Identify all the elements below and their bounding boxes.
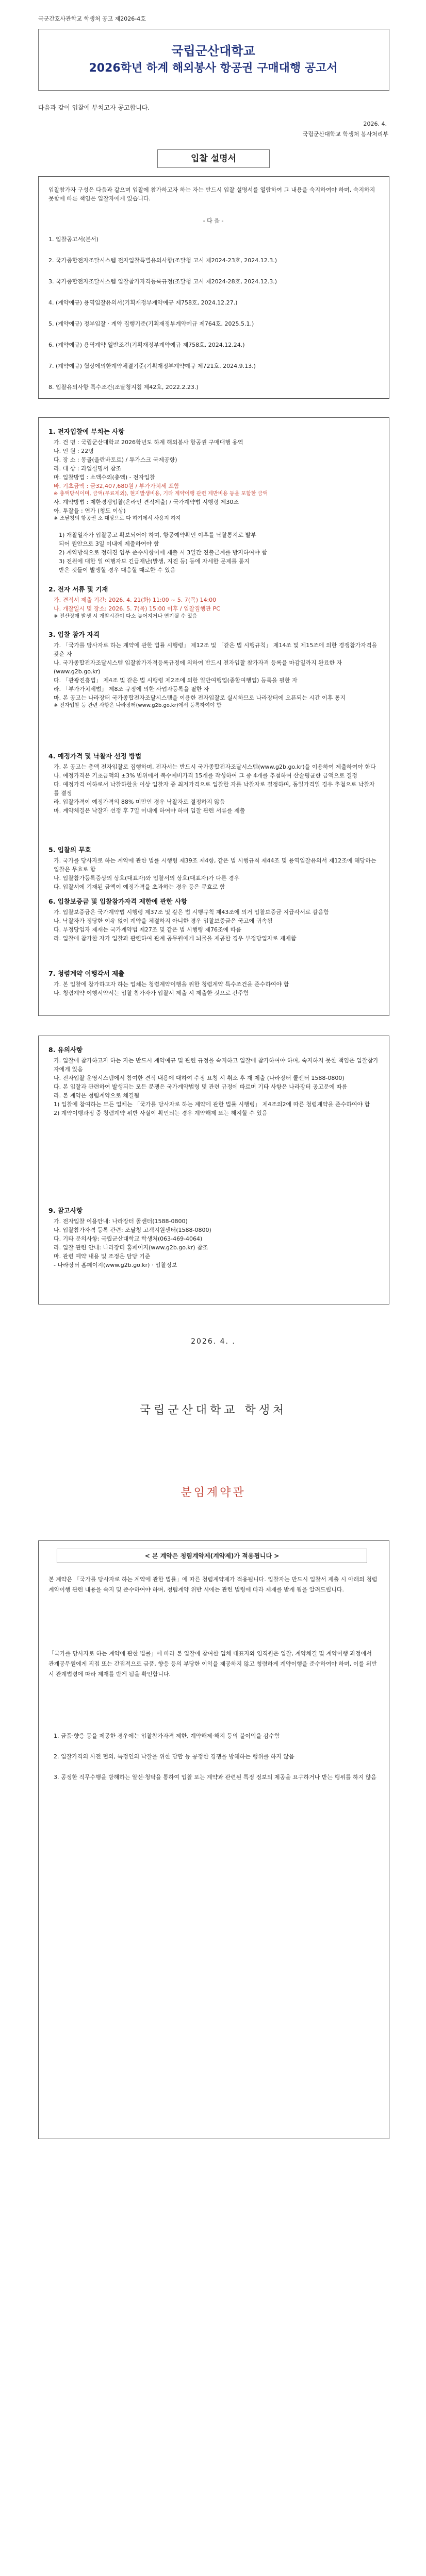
list-item: 3) 전원에 대한 일 여행자보 긴급재난(발생, 지진 등) 등에 자세한 문제를 통지 [59,558,250,565]
list-item: 2) 계약이행과정 중 청렴계약 위반 사실이 확인되는 경우 계약해제 또는 해지할 수 있음 [54,1110,268,1116]
explain-text: 입찰참가자 구성은 다음과 같으며 입찰에 참가하고자 하는 자는 반드시 입찰 설명서를 열람하여 그 내용을 숙지하여야 하며, 숙지하지 못함에 따른 책임은 입찰자에게 있습니다. [48,187,375,202]
contract-box-title: < 본 계약은 청렴계약제(계약제)가 적용됩니다 > [144,1552,280,1560]
section-6-list [54,908,379,943]
section-6-title: 6. 입찰보증금 및 입찰참가자격 제한에 관한 사항 [48,897,187,905]
intro-signer: 국립군산대학교 학생처 봉사처리부 [302,131,388,138]
list-item: 나. 낙찰자가 정당한 이유 없이 계약을 체결하지 아니한 경우 입찰보증금은 국고에 귀속됨 [54,918,273,924]
contract-para-2: 「국가를 당사자로 하는 계약에 관한 법률」에 따라 본 입찰에 참여한 업체 대표자와 임직원은 입찰, 계약체결 및 계약이행 과정에서 관계공무원에게 직접 또는 간접적으로 금품, 향응 등의 부당한 이익을 제공하지 않고 청렴하게 계약이행을 준수하여야 하며, 이를 위반 시 관계법령에 따라 제재를 받게 됨을 확인합니다. [48,1650,377,1677]
section-8-title: 8. 유의사항 [48,1046,83,1054]
list-item: 2. 입찰가격의 사전 협의, 특정인의 낙찰을 위한 담합 등 공정한 경쟁을 방해하는 행위를 하지 않음 [54,1753,294,1760]
list-item: 나. 국가종합전자조달시스템 입찰참가자격등록규정에 의하여 반드시 전자입찰 참가자격 등록을 마감일까지 완료한 자 (www.g2b.go.kr) [54,659,342,675]
title-box [38,29,389,91]
list-item: 나. 청렴계약 이행서약서는 입찰 참가자가 입찰서 제출 시 제출한 것으로 간주함 [54,990,249,996]
intro-date: 2026. 4. [363,121,387,127]
list-item: 마. 관련 예약 내용 및 조정은 담당 기준 [54,1253,151,1260]
intro-text: 다음과 같이 입찰에 부치고자 공고합니다. [38,104,150,111]
section-8-list [54,1056,379,1117]
explain-sub-title: - 다 음 - [203,217,224,224]
agency-line: 국군간호사관학교 학생처 공고 제2026-4호 [38,15,146,22]
section-1-list [54,438,379,522]
list-item: 가. 견적서 제출 기간: 2026. 4. 21(화) 11:00 ~ 5. 7(목) 14:00 [54,597,217,603]
section-5-list [54,856,379,891]
list-item: 가. 「국가를 당사자로 하는 계약에 관한 법률 시행령」 제12조 및 「같은 법 시행규칙」 제14조 및 제15조에 의한 경쟁참가자격을 갖춘 자 [54,642,378,657]
list-item: 가. 본 공고는 총액 전자입찰로 집행하며, 전자서는 반드시 국가종합전자조달시스템(www.g2b.go.kr)을 이용하여 제출하여야 한다 [54,764,376,770]
section-7-list [54,980,379,997]
contract-box-header [57,1549,367,1563]
list-item: 다. 입찰서에 기재된 금액이 예정가격을 초과하는 경우 등은 무효로 함 [54,884,225,890]
list-item: 1) 개찰일자가 입찰공고 확보되어야 하며, 항공예약확인 이후를 낙찰통지로 발부 [59,532,256,538]
list-item: 3. 공정한 직무수행을 방해하는 알선·청탁을 통하여 입찰 또는 계약과 관련된 특정 정보의 제공을 요구하거나 받는 행위를 하지 않음 [54,1774,376,1781]
list-item: 라. 입찰에 참가한 자가 입찰과 관련하여 관계 공무원에게 뇌물을 제공한 경우 부정당업자로 제재함 [54,935,297,942]
list-item: 다. 기타 문의사항: 국립군산대학교 학생처(063-469-4064) [54,1235,203,1242]
section-3-title: 3. 입찰 참가 자격 [48,631,100,638]
list-item: ※ 총액방식이며, 금액(무료제외), 현지발생비용, 기타 계약이행 관련 제반비용 등을 포함한 금액 [54,491,268,497]
list-item: 다. 예정가격 이하로서 낙찰하한율 이상 입찰자 중 최저가격으로 입찰한 자를 낙찰자로 결정하며, 동일가격일 경우 추첨으로 낙찰자를 결정 [54,781,375,796]
section-1-sublist [59,531,379,574]
list-item: 가. 전자입찰 이용안내: 나라장터 콜센터(1588-0800) [54,1218,188,1225]
explain-list [48,235,384,392]
list-item: 라. 입찰 관련 안내: 나라장터 홈페이지(www.g2b.go.kr) 참조 [54,1244,208,1251]
list-item: 마. 입찰방법 : 소액수의(총액) - 전자입찰 [54,474,155,481]
section-9-list [54,1217,379,1269]
list-item: 마. 계약체결은 낙찰자 선정 후 7일 이내에 하여야 하며 입찰 관련 서류를 제출 [54,807,245,814]
section-5-title: 5. 입찰의 무효 [48,846,91,854]
list-item: 가. 건 명 : 국립군산대학교 2026학년도 하계 해외봉사 항공권 구매대행 용역 [54,439,243,446]
section-2-title: 2. 전자 서류 및 기재 [48,585,108,593]
list-item: 나. 입찰참가등록증상의 상호(대표자)와 입찰서의 상호(대표자)가 다른 경우 [54,875,240,882]
footer-date: 2026. 4. . [191,1337,236,1346]
list-item: 1. 금품·향응 등을 제공한 경우에는 입찰참가자격 제한, 계약해제·해지 등의 불이익을 감수함 [54,1733,280,1739]
page-title-line-1: 국립군산대학교 [171,44,255,58]
list-item: 나. 예정가격은 기초금액의 ±3% 범위에서 복수예비가격 15개를 작성하여 그 중 4개를 추첨하여 산술평균한 금액으로 결정 [54,772,357,779]
contract-box [38,1540,389,2139]
list-item: 다. 장 소 : 몽골(울란바토르) / 투가스크 국제공항) [54,456,177,463]
section-2-list [54,596,379,620]
list-item: 라. 입찰가격이 예정가격의 88% 미만인 경우 낙찰자로 결정하지 않음 [54,799,225,805]
list-item: ※ 전산장애 발생 시 개찰시간이 다소 늦어지거나 연기될 수 있음 [54,614,198,619]
list-item: 가. 입찰에 참가하고자 하는 자는 반드시 계약예규 및 관련 규정을 숙지하고 입찰에 참가하여야 하며, 숙지하지 못한 책임은 입찰참가자에게 있음 [54,1057,379,1073]
list-item: 받은 것들이 발생할 경우 대응할 때로한 수 있음 [59,567,176,573]
list-item: 마. 본 공고는 나라장터 국가종합전자조달시스템을 이용한 전자입찰로 실시하므로 나라장터에 오픈되는 시간 이후 통지 [54,694,346,701]
list-item: 나. 입찰참가자격 등록 관련: 조달청 고객지원센터(1588-0800) [54,1227,211,1233]
list-item: 다. 「관광진흥법」 제4조 및 같은 법 시행령 제2조에 의한 일반여행업(종합여행업) 등록을 필한 자 [54,677,298,684]
list-item: 라. 「부가가치세법」 제8조 규정에 의한 사업자등록을 필한 자 [54,686,209,692]
footer-org: 국립군산대학교 학생처 [139,1404,287,1417]
list-item: 5. (계약예규) 정부입찰 · 계약 집행기준(기획재정부계약예규 제764호, 2025.5.1.) [48,320,254,327]
list-item: 6. (계약예규) 용역계약 일반조건(기획재정부계약예규 제758호, 2024.12.24.) [48,342,245,348]
list-item: 라. 본 계약은 청렴계약으로 체결됨 [54,1092,140,1099]
contract-para-1: 본 계약은 「국가를 당사자로 하는 계약에 관한 법률」에 따른 청렴계약제가 적용됩니다. 입찰자는 반드시 입찰서 제출 시 아래의 청렴계약이행 관련 내용을 숙지 및 준수하여야 하며, 청렴계약 위반 시에는 관련 법령에 따라 제재를 받게 됨을 알려드립니다. [48,1576,378,1593]
list-item: - 나라장터 홈페이지(www.g2b.go.kr) · 입찰정보 [54,1262,177,1268]
list-item: 2) 계약방식으로 정해진 임무 준수사항이에 제출 시 3일간 진출근계를 방지하여야 함 [59,549,267,556]
list-item: 8. 입찰유의사항 특수조건(조달청지침 제42호, 2022.2.23.) [48,384,199,391]
list-item: 아. 투찰율 : 연가 (청도 이상) [54,507,126,514]
section-7-title: 7. 청렴계약 이행각서 제출 [48,970,125,977]
list-item: 2. 국가종합전자조달시스템 전자입찰특별유의사항(조달청 고시 제2024-23호, 2024.12.3.) [48,257,277,264]
list-item: 3. 국가종합전자조달시스템 입찰참가자격등록규정(조달청 고시 제2024-28호, 2024.12.3.) [48,278,277,285]
list-item: ※ 조달청의 항공권 소 대상으로 다 하기에서 사용지 하지 [54,516,181,521]
contract-title: 분임계약관 [181,1486,246,1499]
section-9-title: 9. 참고사항 [48,1207,83,1214]
list-item: 가. 본 입찰에 참가하고자 하는 업체는 청렴계약이행을 위한 청렴계약 특수조건을 준수하여야 함 [54,981,289,988]
page-title-line-2: 2026학년 하계 해외봉사 항공권 구매대행 공고서 [89,62,338,75]
section-1-title: 1. 전자입찰에 부치는 사항 [48,428,125,435]
list-item: 다. 본 입찰과 관련하여 발생되는 모든 분쟁은 국가계약법령 및 관련 규정에 따르며 기타 사항은 나라장터 공고문에 따름 [54,1083,348,1090]
list-item: 라. 대 상 : 과업설명서 참조 [54,465,121,472]
list-item: 1) 입찰에 참여하는 모든 업체는 「국가를 당사자로 하는 계약에 관한 법률 시행령」 제4조의2에 따른 청렴계약을 준수하여야 함 [54,1101,370,1108]
section-4-list [54,762,379,815]
list-item: 7. (계약예규) 협상에의한계약체결기준(기획재정부계약예규 제721호, 2024.9.13.) [48,363,256,369]
list-item: 나. 전자입찰 운영시스템에서 참여한 견적 내용에 대하여 수정 요청 시 취소 후 재 제출 (나라장터 콜센터 1588-0800) [54,1075,345,1081]
list-item: 나. 인 원 : 22명 [54,448,94,454]
contract-points [54,1731,379,1783]
list-item: 4. (계약예규) 용역입찰유의서(기획재정부계약예규 제758호, 2024.12.27.) [48,299,238,306]
section-3-list [54,641,379,709]
list-item: 1. 입찰공고서(본서) [48,236,99,243]
explain-title-box [157,149,270,168]
list-item: 다. 부정당업자 제재는 국가계약법 제27조 및 같은 법 시행령 제76조에 따름 [54,926,241,933]
section-4-title: 4. 예정가격 및 낙찰자 선정 방법 [48,752,142,760]
explain-title: 입찰 설명서 [190,154,237,164]
list-item: 나. 개찰일시 및 장소: 2026. 5. 7(목) 15:00 이후 / 입찰집행관 PC [54,605,220,612]
list-item: ※ 전자입찰 등 관련 사항은 나라장터(www.g2b.go.kr)에서 등록하여야 함 [54,703,222,708]
list-item: 되어 원안으로 3일 이내에 제출하여야 함 [59,540,159,547]
list-item: 사. 계약방법 : 제한경쟁입찰(온라인 견적제출) / 국가계약법 시행령 제30조 [54,499,239,505]
list-item: 가. 입찰보증금은 국가계약법 시행령 제37조 및 같은 법 시행규칙 제43조에 의거 입찰보증금 지급각서로 갈음함 [54,909,329,916]
list-item: 가. 국가를 당사자로 하는 계약에 관한 법률 시행령 제39조 제4항, 같은 법 시행규칙 제44조 및 용역입찰유의서 제12조에 해당하는 입찰은 무효로 함 [54,857,376,873]
list-item: 바. 기초금액 : 금32,407,680원 / 부가가치세 포함 [54,483,179,489]
